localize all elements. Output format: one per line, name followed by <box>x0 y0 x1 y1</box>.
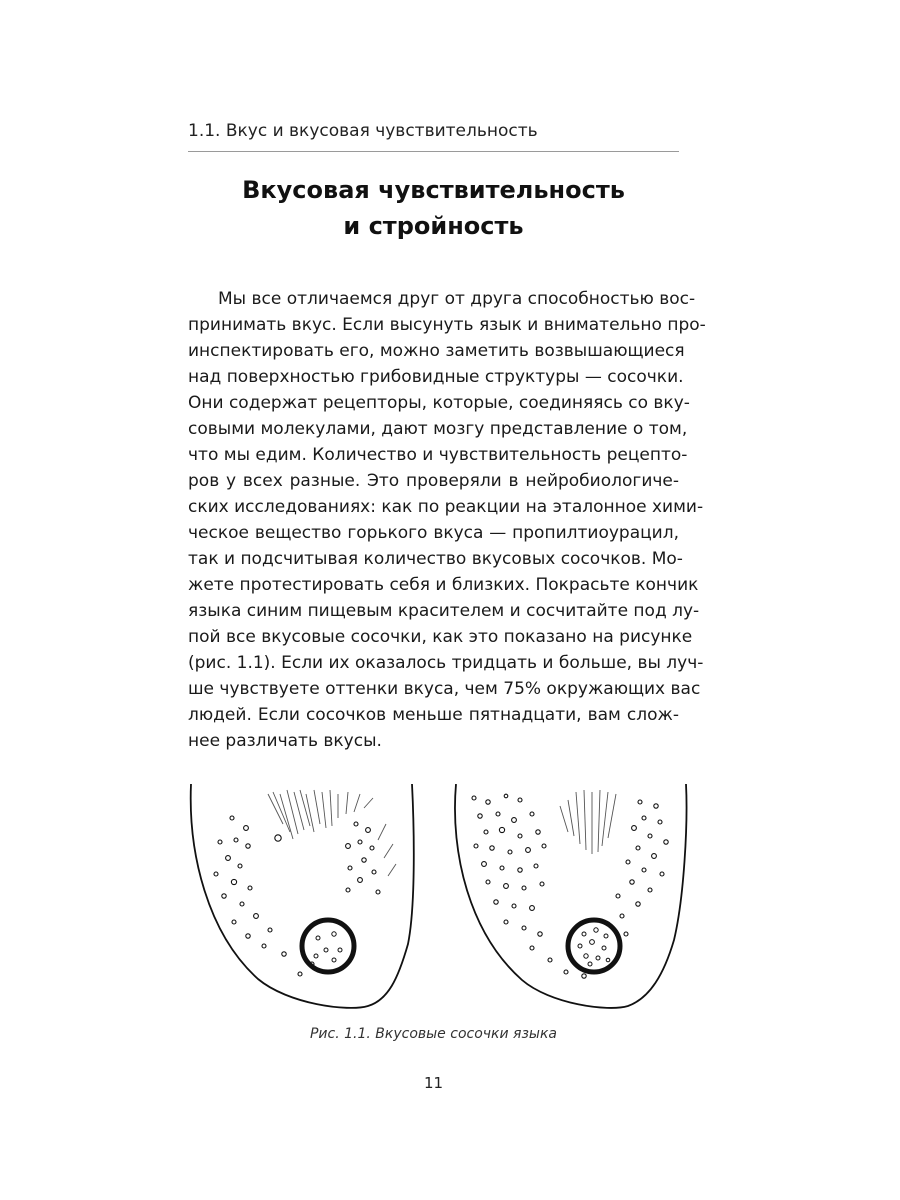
paragraph-line: инспектировать его, можно заметить возвышающиеся <box>188 341 685 361</box>
paragraph-line: ских исследованиях: как по реакции на эталонное хими- <box>188 497 704 517</box>
papillae-in-circle-right <box>578 928 610 966</box>
magnifier-circle-left <box>302 920 354 972</box>
paragraph-line: (рис. 1.1). Если их оказалось тридцать и больше, вы луч- <box>188 653 704 673</box>
paragraph-line: совыми молекулами, дают мозгу представление о том, <box>188 419 688 439</box>
page-number: 11 <box>423 1074 444 1092</box>
tongue-illustration <box>188 784 692 1014</box>
paragraph-line: ше чувствуете оттенки вкуса, чем 75% окружающих вас <box>188 679 701 699</box>
figure-tongue-papillae <box>188 784 692 1014</box>
paragraph-line: жете протестировать себя и близких. Покрасьте кончик <box>188 575 699 595</box>
paragraph-line: над поверхностью грибовидные структуры — сосочки. <box>188 367 684 387</box>
figure-caption: Рис. 1.1. Вкусовые сосочки языка <box>309 1026 558 1042</box>
paragraph-line: пой все вкусовые сосочки, как это показано на рисунке <box>188 627 693 647</box>
tongue-right-furrow <box>560 790 616 854</box>
paragraph-line: что мы едим. Количество и чувствительность рецепто- <box>188 445 688 465</box>
tongue-right <box>455 784 687 1008</box>
paragraph-line: так и подсчитывая количество вкусовых сосочков. Мо- <box>188 549 683 569</box>
tongue-left <box>191 784 414 1008</box>
paragraph-line: нее различать вкусы. <box>188 731 382 751</box>
paragraph-line: принимать вкус. Если высунуть язык и внимательно про- <box>188 315 706 335</box>
magnifier-circle-right <box>568 920 620 972</box>
paragraph-line: Они содержат рецепторы, которые, соединяясь со вку- <box>188 393 690 413</box>
paragraph-line: ров у всех разные. Это проверяли в нейробиологиче- <box>188 471 679 491</box>
paragraph-line: Мы все отличаемся друг от друга способностью вос- <box>218 289 696 309</box>
tongue-left-furrow <box>268 790 396 876</box>
papillae-in-circle-left <box>314 932 342 962</box>
paragraph-line: ческое вещество горького вкуса — пропилтиоурацил, <box>188 523 679 543</box>
section-title-line-1: Вкусовая чувствительность <box>242 176 625 204</box>
paragraph-line: людей. Если сосочков меньше пятнадцати, вам слож- <box>188 705 679 725</box>
paragraph-line: языка синим пищевым красителем и сосчитайте под лу- <box>188 601 700 621</box>
section-title-line-2: и стройность <box>343 212 524 240</box>
header-rule <box>188 151 679 152</box>
running-header: 1.1. Вкус и вкусовая чувствительность <box>188 121 538 141</box>
